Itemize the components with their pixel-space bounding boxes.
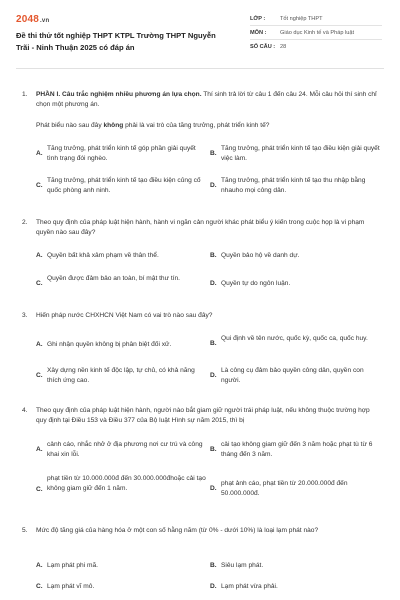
meta-label: MÔN : <box>250 29 267 36</box>
meta-value: Giáo dục Kinh tế và Pháp luật <box>280 29 355 36</box>
option-text: Quyền được đảm bảo an toàn, bí mật thư tín. <box>47 275 181 282</box>
question-number: 5. <box>22 527 28 534</box>
site-logo[interactable] <box>16 14 49 25</box>
option-letter: C. <box>36 486 43 493</box>
meta-row-count <box>250 40 382 53</box>
part-heading: PHẦN I. Câu trắc nghiệm nhiều phương án lựa chọn. <box>36 91 202 98</box>
part-instruction <box>36 90 382 110</box>
option-text: Tăng trưởng, phát triển kinh tế tạo điều kiện giải quyết việc làm. <box>221 145 380 162</box>
option-letter: A. <box>36 562 43 569</box>
option-text: Tăng trưởng, phát triển kinh tế góp phần giải quyết tình trạng đói nghèo. <box>47 145 196 162</box>
option-letter: D. <box>210 485 217 492</box>
header-divider <box>16 68 384 69</box>
logo-main: 2048 <box>16 14 40 25</box>
option-letter: B. <box>210 446 217 453</box>
stem-text: phải là vai trò của tăng trưởng, phát triển kinh tế? <box>123 122 270 129</box>
option-letter: A. <box>36 150 43 157</box>
option-text: Lạm phát vừa phải. <box>221 583 278 590</box>
meta-row-subject <box>250 26 382 40</box>
part-instruction-text: Thí sinh trả lời từ câu 1 đến câu 24. Mỗi câu hỏi thí sinh chỉ chọn một phương án. <box>36 91 377 108</box>
option-text: Xây dựng nền kinh tế độc lập, tự chủ, có khả năng thích ứng cao. <box>47 367 195 384</box>
option-letter: C. <box>36 372 43 379</box>
option-text: Quyền tự do ngôn luận. <box>221 280 291 287</box>
option-text: Là công cụ đảm bảo quyền công dân, quyền con người. <box>221 367 364 384</box>
option-text: cải tạo không giam giữ đến 3 năm hoặc phạt tù từ 6 tháng đến 3 năm. <box>221 441 373 458</box>
option-letter: D. <box>210 583 217 590</box>
meta-label: SỐ CÂU : <box>250 43 276 50</box>
option-text: cảnh cáo, nhắc nhở ở địa phương nơi cư trú và công khai xin lỗi. <box>47 441 203 458</box>
question-stem: Mức độ tăng giá của hàng hóa ở một con số hằng năm (từ 0% - dưới 10%) là loại lạm phát nào? <box>36 527 319 534</box>
question-number: 1. <box>22 91 28 98</box>
question-number: 4. <box>22 407 28 414</box>
option-text: Ghi nhận quyền không bị phân biệt đối xử. <box>47 341 172 348</box>
question-stem: Theo quy định của pháp luật hiện hành, hành vi ngăn cản người khác phát biểu ý kiến trong cuộc họp là vi phạm quyền nào sau đây? <box>36 219 365 236</box>
option-letter: D. <box>210 182 217 189</box>
option-letter: A. <box>36 252 43 259</box>
option-text: Siêu lạm phát. <box>221 562 264 569</box>
question-stem <box>36 121 382 131</box>
meta-row-class <box>250 12 382 26</box>
option-letter: D. <box>210 280 217 287</box>
option-letter: D. <box>210 372 217 379</box>
option-letter: A. <box>36 446 43 453</box>
option-text: Tăng trưởng, phát triển kinh tế tạo thu nhập bằng nhauho mọi công dân. <box>221 177 366 194</box>
option-text: Lạm phát vĩ mô. <box>47 583 95 590</box>
option-text: Quyền bảo hộ về danh dự. <box>221 252 300 259</box>
option-letter: B. <box>210 150 217 157</box>
option-letter: C. <box>36 583 43 590</box>
meta-label: LỚP : <box>250 15 266 22</box>
option-text: Quyền bất khả xâm phạm về thân thể. <box>47 252 159 259</box>
option-letter: B. <box>210 340 217 347</box>
question-stem: Hiến pháp nước CHXHCN Việt Nam có vai trò nào sau đây? <box>36 312 213 319</box>
question-stem: Theo quy định của pháp luật hiện hành, người nào bắt giam giữ người trái pháp luật, nếu không thuộc trường hợp quy định tại Điều 153 và Điều 377 của Bộ luật Hình sự năm 2015, thì bị <box>36 407 370 424</box>
logo-suffix: .vn <box>40 18 50 24</box>
option-text: phạt ảnh cáo, phạt tiền từ 20.000.000đ đến 50.000.000đ. <box>221 480 348 497</box>
meta-value: 28 <box>280 43 287 50</box>
question-number: 3. <box>22 312 28 319</box>
option-letter: B. <box>210 252 217 259</box>
option-letter: A. <box>36 341 43 348</box>
question-number: 2. <box>22 219 28 226</box>
page-title: Đề thi thử tốt nghiệp THPT KTPL Trường THPT Nguyễn Trãi - Ninh Thuận 2025 có đáp án <box>16 31 216 52</box>
meta-value: Tốt nghiệp THPT <box>280 15 323 22</box>
option-letter: B. <box>210 562 217 569</box>
option-text: Qui định về tên nước, quốc kỳ, quốc ca, quốc huy. <box>221 335 368 342</box>
option-text: Lạm phát phi mã. <box>47 562 98 569</box>
option-letter: C. <box>36 182 43 189</box>
exam-meta <box>250 12 382 53</box>
option-letter: C. <box>36 280 43 287</box>
stem-emphasis: không <box>103 122 124 129</box>
option-text: phạt tiền từ 10.000.000đ đến 30.000.000đhoặc cải tạo không giam giữ đến 1 năm. <box>47 475 206 492</box>
stem-text: Phát biểu nào sau đây <box>36 122 104 129</box>
option-text: Tăng trưởng, phát triển kinh tế tạo điều kiện củng cố quốc phòng anh ninh. <box>47 177 201 194</box>
header <box>0 0 400 64</box>
